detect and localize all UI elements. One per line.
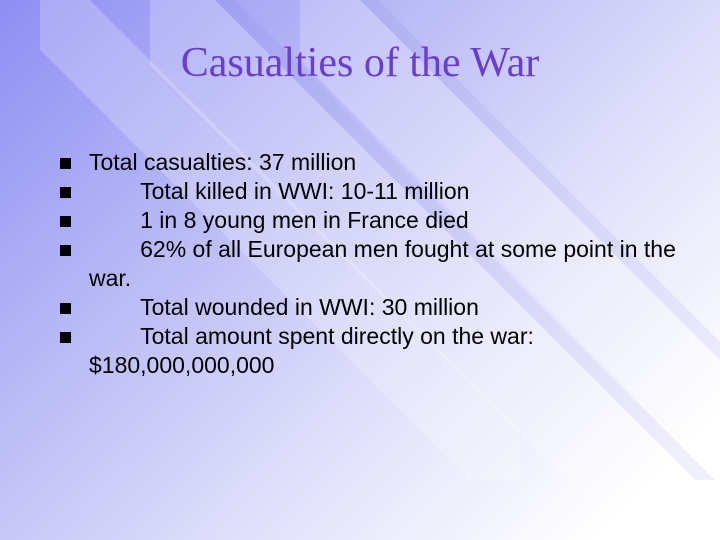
square-bullet-icon [60, 245, 71, 256]
square-bullet-icon [60, 158, 71, 169]
bullet-item [60, 177, 680, 206]
bullet-list [60, 148, 680, 380]
square-bullet-icon [60, 303, 71, 314]
bullet-text: Total casualties: 37 million [89, 149, 357, 175]
square-bullet-icon [60, 332, 71, 343]
square-bullet-icon [60, 187, 71, 198]
bullet-item [60, 322, 680, 380]
bullet-text: Total amount spent directly on the war: $180,000,000,000 [89, 323, 534, 378]
bullet-item [60, 148, 680, 177]
bullet-item [60, 293, 680, 322]
bullet-text: Total killed in WWI: 10-11 million [89, 178, 470, 204]
bullet-item [60, 235, 680, 293]
bullet-text: 1 in 8 young men in France died [89, 207, 469, 233]
bullet-item [60, 206, 680, 235]
slide-title: Casualties of the War [180, 40, 540, 86]
square-bullet-icon [60, 216, 71, 227]
bullet-text: 62% of all European men fought at some point in the war. [89, 236, 676, 291]
bullet-text: Total wounded in WWI: 30 million [89, 294, 479, 320]
